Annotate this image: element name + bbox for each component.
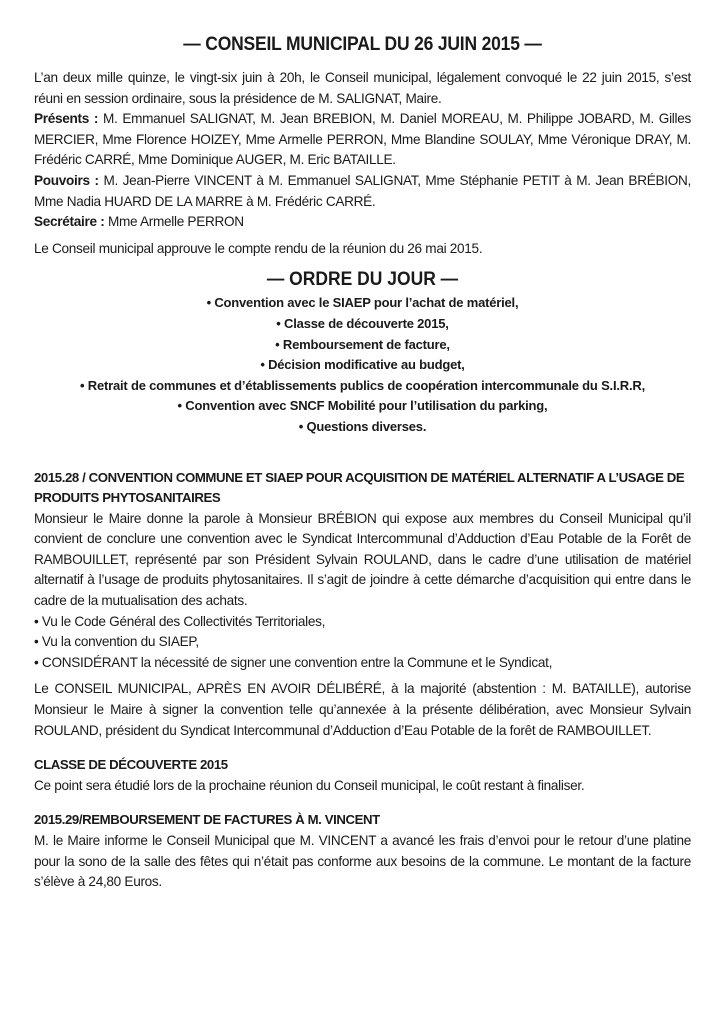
section-heading: CLASSE DE DÉCOUVERTE 2015 bbox=[34, 757, 228, 773]
pouvoirs-text: M. Jean-Pierre VINCENT à M. Emmanuel SALIGNAT, Mme Stéphanie PETIT à M. Jean BRÉBION, Mme Nadia HUARD DE LA MARRE à M. Frédéric CARRÉ. bbox=[34, 172, 691, 209]
section-bullets bbox=[34, 612, 691, 674]
section-body: Monsieur le Maire donne la parole à Monsieur BRÉBION qui expose aux membres du Conseil Municipal qu’il convient de conclure une convention avec le Syndicat Intercommunal d’Adduction d’Eau Potable de la Forêt de RAMBOUILLET, représenté par son Président Sylvain ROULAND, dans le cadre d’une utilisation de matériel alternatif à l’usage de produits phytosanitaires. Il s’agit de joindre à cette démarche d’acquisition qui entre dans le cadre de la mutualisation des achats. bbox=[34, 510, 691, 609]
bullet-item: • Vu le Code Général des Collectivités Territoriales, bbox=[34, 613, 326, 629]
agenda-list bbox=[34, 293, 691, 437]
secretaire-label: Secrétaire : bbox=[34, 214, 105, 230]
section-body: M. le Maire informe le Conseil Municipal que M. VINCENT a avancé les frais d’envoi pour le retour d’une platine pour la sono de la salle des fêtes qui n’était pas conforme aux besoins de la commune. Le montant de la facture s’élève à 24,80 Euros. bbox=[34, 833, 691, 890]
intro-opening: L’an deux mille quinze, le vingt-six juin à 20h, le Conseil municipal, légalement convoqué le 22 juin 2015, s’est réuni en session ordinaire, sous la présidence de M. SALIGNAT, Maire. bbox=[34, 70, 691, 106]
section-2015-29 bbox=[34, 810, 691, 892]
presents-paragraph bbox=[34, 109, 691, 171]
document-page bbox=[34, 34, 691, 893]
agenda-item: • Décision modificative au budget, bbox=[260, 357, 465, 373]
agenda-item: • Convention avec SNCF Mobilité pour l’utilisation du parking, bbox=[177, 398, 548, 414]
bullet-item: • Vu la convention du SIAEP, bbox=[34, 634, 199, 650]
section-classe-decouverte bbox=[34, 755, 691, 796]
section-2015-28 bbox=[34, 468, 691, 742]
agenda-item: • Retrait de communes et d’établissements publics de coopération intercommunale du S.I.R.R, bbox=[80, 377, 645, 393]
approval-text: Le Conseil municipal approuve le compte rendu de la réunion du 26 mai 2015. bbox=[34, 240, 483, 256]
agenda-item: • Convention avec le SIAEP pour l’achat de matériel, bbox=[206, 295, 519, 311]
section-heading: 2015.29/REMBOURSEMENT DE FACTURES À M. VINCENT bbox=[34, 812, 380, 828]
agenda-item: • Remboursement de facture, bbox=[275, 336, 450, 352]
pouvoirs-paragraph bbox=[34, 171, 691, 212]
section-heading: 2015.28 / CONVENTION COMMUNE ET SIAEP POUR ACQUISITION DE MATÉRIEL ALTERNATIF A L’USAGE DE PRODUITS PHYTOSANITAIRES bbox=[34, 469, 685, 506]
agenda-item: • Classe de découverte 2015, bbox=[276, 315, 449, 331]
secretaire-paragraph bbox=[34, 212, 691, 233]
presents-text: M. Emmanuel SALIGNAT, M. Jean BREBION, M. Daniel MOREAU, M. Philippe JOBARD, M. Gilles MERCIER, Mme Florence HOIZEY, Mme Armelle PERRON, Mme Blandine SOULAY, Mme Véronique DRAY, M. Frédéric CARRÉ, Mme Dominique AUGER, M. Eric BATAILLE. bbox=[34, 111, 691, 168]
presents-label: Présents : bbox=[34, 111, 99, 127]
agenda-item: • Questions diverses. bbox=[298, 418, 427, 434]
section-body: Ce point sera étudié lors de la prochaine réunion du Conseil municipal, le coût restant à finaliser. bbox=[34, 777, 585, 793]
section-decision: Le CONSEIL MUNICIPAL, APRÈS EN AVOIR DÉLIBÉRÉ, à la majorité (abstention : M. BATAILLE), autorise Monsieur le Maire à signer la convention telle qu’annexée à la présente délibération, avec Monsieur Sylvain ROULAND, président du Syndicat Intercommunal d’Adduction d’Eau Potable de la forêt de RAMBOUILLET. bbox=[34, 681, 691, 738]
secretaire-text: Mme Armelle PERRON bbox=[104, 214, 244, 230]
bullet-item: • CONSIDÉRANT la nécessité de signer une convention entre la Commune et le Syndicat, bbox=[34, 654, 553, 670]
agenda-title: — ORDRE DU JOUR — bbox=[266, 269, 459, 291]
page-title: — CONSEIL MUNICIPAL DU 26 JUIN 2015 — bbox=[183, 34, 542, 55]
pouvoirs-label: Pouvoirs : bbox=[34, 172, 99, 188]
